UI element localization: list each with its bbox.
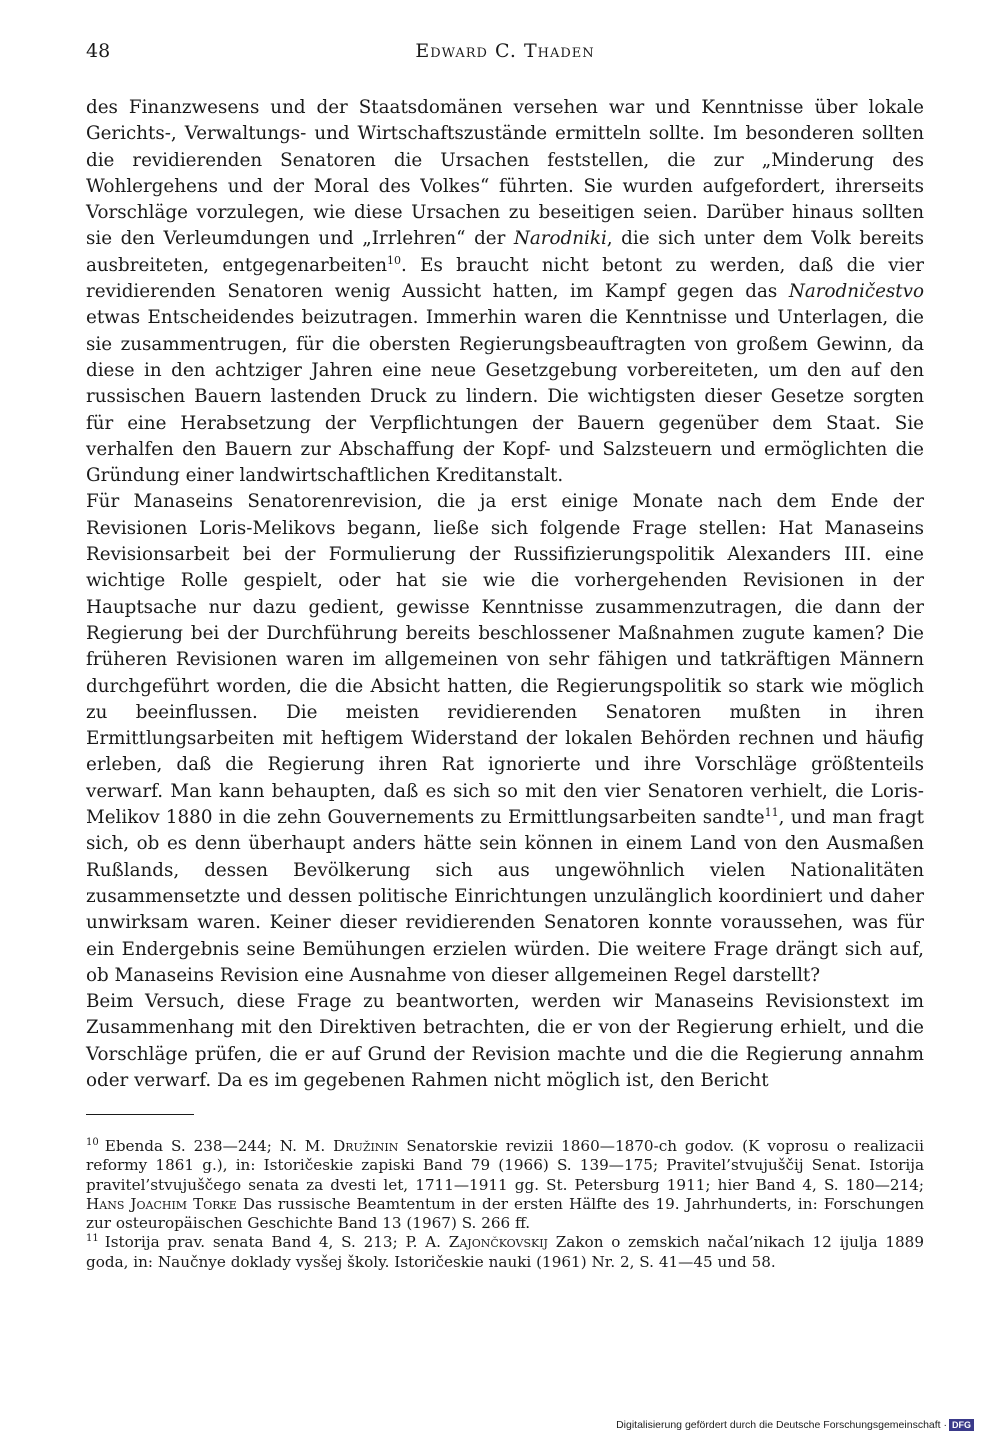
footnote-10 [86,1137,924,1233]
footnote-10-text-b: Senatorskie revizii 1860—1870-ch godov. (K voprosu o realizacii reformy 1861 g.), in: Istoričeskie zapiski Band 79 (1966) S. 139—175; Pravitel’stvujuščij Senat. Istorija pravitel’stvujuščego senata za dvesti let, 1711—1911 gg. St. Petersburg 1911; hier Band 4, S. 180—214; [86,1137,924,1194]
author-torke: Hans Joachim Torke [86,1194,237,1213]
footnote-10-text-c: Das russische Beamtentum in der ersten Hälfte des 19. Jahrhunderts, in: Forschungen zur osteuropäischen Geschichte Band 13 (1967) S. 266 ff. [86,1194,924,1233]
paragraph-1-text-d: etwas Entscheidendes beizutragen. Immerhin waren die Kenntnisse und Unterlagen, die sie zusammentrugen, für die obersten Regierungsbeauftragten von großem Gewinn, da diese in den achtziger Jahren eine neue Gesetzgebung vorbereiteten, um den auf den russischen Bauern lastenden Druck zu lindern. Die wichtigsten dieser Gesetze sorgten für eine Herabsetzung der Verpflichtungen der Bauern gegenüber dem Staat. Sie verhalfen den Bauern zur Abschaffung der Kopf- und Salzsteuern und ermöglichten die Gründung einer landwirtschaftlichen Kreditanstalt. [86,307,924,487]
paragraph-2-text-b: , und man fragt sich, ob es denn überhaupt anders hätte sein können in einem Land von den Ausmaßen Rußlands, dessen Bevölkerung sich aus ungewöhnlich vielen Nationalitäten zusammensetzte und dessen politische Einrichtungen unzulänglich koordiniert und daher unwirksam waren. Keiner dieser revidierenden Senatoren konnte voraussehen, was für ein Endergebnis seine Bemühungen erzielen würden. Die weitere Frage drängt sich auf, ob Manaseins Revision eine Ausnahme von dieser allgemeinen Regel darstellt? [86,807,924,986]
footnote-ref-10: 10 [387,253,402,267]
paragraph-3-text: Beim Versuch, diese Frage zu beantworten, werden wir Manaseins Revisionstext im Zusammenhang mit den Direktiven betrachten, die er von der Regierung erhielt, und die Vorschläge prüfen, die er auf Grund der Revision machte und die die Regierung annahm oder verwarf. Da es im gegebenen Rahmen nicht möglich ist, den Bericht [86,991,924,1091]
author-druzinin: Družinin [333,1137,399,1155]
page-header [86,40,924,70]
footnote-ref-11: 11 [764,805,779,819]
footnote-11-text-a: Istorija prav. senata Band 4, S. 213; P. A. [104,1233,449,1252]
body-text [86,95,924,1094]
footnote-11-text-b: Zakon o zemskich načal’nikach 12 ijulja 1889 goda, in: Naučnye doklady vysšej školy. Istoričeskie nauki (1961) Nr. 2, S. 41—45 und 58. [86,1233,924,1271]
paragraph-1-text-b: , die sich unter dem Volk bereits ausbreiteten, entgegenarbeiten [86,228,924,276]
dfg-logo: DFG [949,1419,974,1431]
digitization-credit [616,1419,974,1431]
paragraph-1-text-a: des Finanzwesens und der Staatsdomänen versehen war und Kenntnisse über lokale Gerichts-, Verwaltungs- und Wirtschaftszustände ermitteln sollte. Im besonderen sollten die revidierenden Senatoren die Ursachen feststellen, die zur „Minderung des Wohlergehens und der Moral des Volkes“ führten. Sie wurden aufgefordert, ihrerseits Vorschläge vorzulegen, wie diese Ursachen zu beseitigen seien. Darüber hinaus sollten sie den Verleumdungen und „Irrlehren“ der [86,97,924,250]
paragraph-2-text-a: Für Manaseins Senatorenrevision, die ja erst einige Monate nach dem Ende der Revisionen Loris-Melikovs begann, ließe sich folgende Frage stellen: Hat Manaseins Revisionsarbeit bei der Formulierung der Russifizierungspolitik Alexanders III. eine wichtige Rolle gespielt, oder hat sie wie die vorhergehenden Revisionen in der Hauptsache nur dazu gedient, gewisse Kenntnisse zusammenzutragen, die dann der Regierung bei der Durchführung bereits beschlossener Maßnahmen zugute kamen? Die früheren Revisionen waren im allgemeinen von sehr fähigen und tatkräftigen Männern durchgeführt worden, die die Absicht hatten, die Regierungspolitik so stark wie möglich zu beeinflussen. Die meisten revidierenden Senatoren mußten in ihren Ermittlungsarbeiten mit heftigem Widerstand der lokalen Behörden rechnen und häufig erleben, daß die Regierung ihren Rat ignorierte und ihre Vorschläge größtenteils verwarf. Man kann behaupten, daß es sich so mit den vier Senatoren verhielt, die Loris-Melikov 1880 in die zehn Gouvernements zu Ermittlungsarbeiten sandte [86,491,924,829]
author-zajonckovskij: Zajončkovskij [448,1233,548,1252]
footnote-number-10: 10 [86,1136,99,1148]
footnote-number-11: 11 [86,1233,99,1245]
paragraph-3 [86,989,924,1094]
term-narodnicestvo: Narodničestvo [788,281,924,303]
paragraph-1-text-c: . Es braucht nicht betont zu werden, daß die vier revidierenden Senatoren wenig Aussicht hatten, im Kampf gegen das [86,254,924,303]
footnotes [86,1137,924,1272]
footnote-divider [86,1114,194,1115]
paragraph-2 [86,489,924,989]
credit-text: Digitalisierung gefördert durch die Deutsche Forschungsgemeinschaft · [616,1419,947,1431]
page-number: 48 [86,40,111,62]
running-head: Edward C. Thaden [415,40,595,62]
paragraph-1 [86,95,924,489]
footnote-10-text-a: Ebenda S. 238—244; N. M. [104,1137,334,1155]
term-narodniki: Narodniki [513,228,607,250]
footnote-11 [86,1233,924,1272]
